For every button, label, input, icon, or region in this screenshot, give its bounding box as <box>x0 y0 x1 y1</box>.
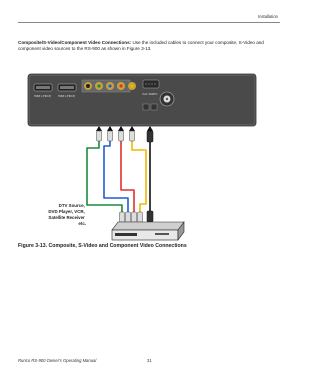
component-y-port <box>95 82 103 90</box>
source-label-line-1: DTV Source, <box>58 203 85 208</box>
source-label-line-2: DVD Player, VCR, <box>48 209 85 214</box>
top-arrows <box>96 126 153 131</box>
bottom-connectors <box>120 211 154 222</box>
small-port-b <box>151 104 157 110</box>
round-port <box>160 92 174 106</box>
page-footer <box>18 358 280 363</box>
page-number: 31 <box>147 358 152 363</box>
small-port-a <box>143 104 149 110</box>
source-label-line-3: Satellite Receiver <box>48 215 85 220</box>
svideo-port <box>84 82 92 90</box>
hdmi-1-port <box>34 84 52 91</box>
composite-port <box>128 82 136 90</box>
top-connectors <box>97 131 154 142</box>
hdmi-1-label: HDMI 1 (HDCP) <box>34 95 52 98</box>
source-label-line-4: etc. <box>78 221 86 226</box>
component-pr-port <box>117 82 125 90</box>
intro-body: Use the included cables to connect your composite, S-Video and component video sources to the RS-900 as shown in Figure 3-13. <box>18 40 264 51</box>
vga-port <box>143 80 159 88</box>
source-label <box>48 203 86 226</box>
running-header: Installation <box>257 14 278 19</box>
hdmi-2-port <box>58 84 76 91</box>
vga-label: VGA / RGBHV <box>142 93 158 96</box>
hdmi-2-label: HDMI 2 (HDCP) <box>58 95 76 98</box>
intro-heading: Composite/S-Video/Component Video Connections: <box>18 40 132 45</box>
panel-face <box>30 76 254 124</box>
source-device <box>112 222 184 240</box>
figure-caption: Figure 3-13. Composite, S-Video and Component Video Connections <box>18 243 187 249</box>
component-pb-port <box>106 82 114 90</box>
manual-title: Runco RS-900 Owner's Operating Manual <box>18 358 97 363</box>
